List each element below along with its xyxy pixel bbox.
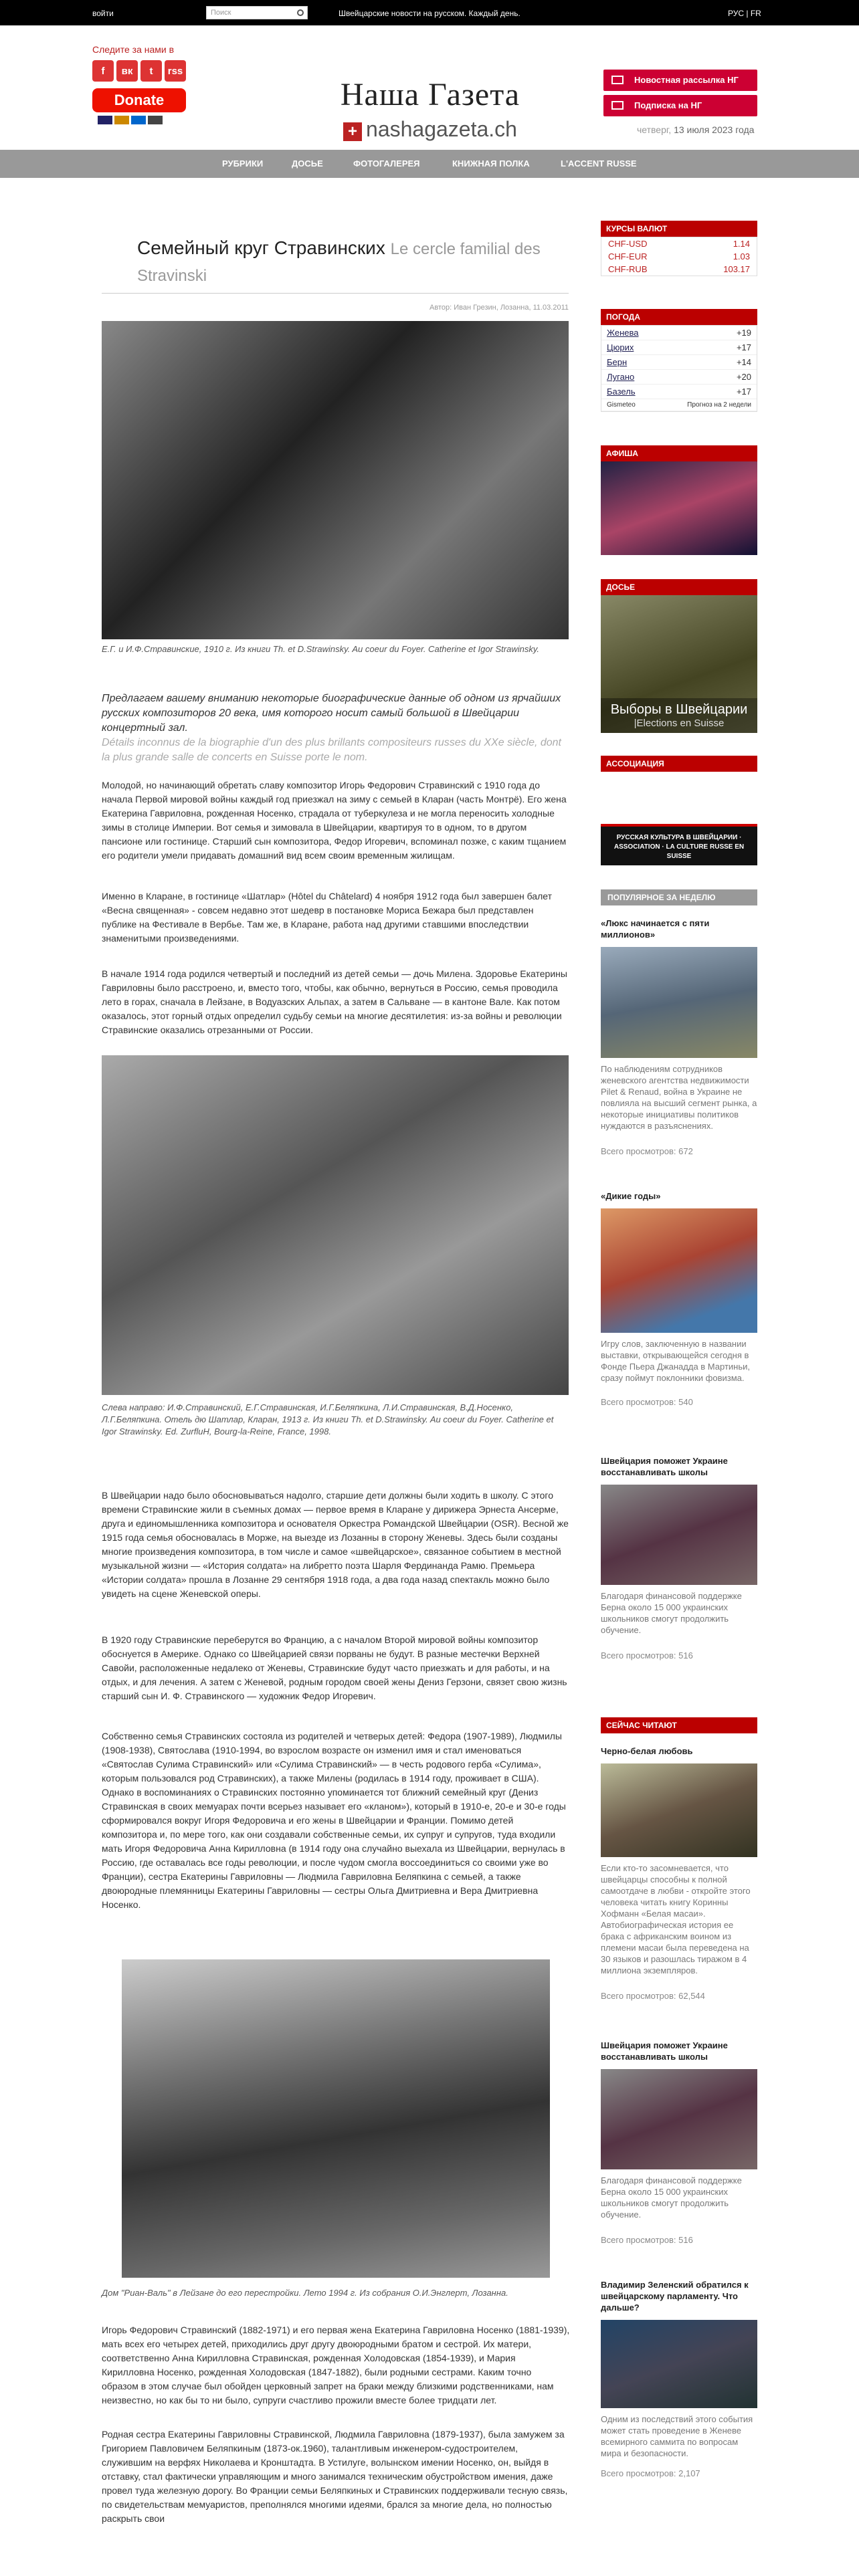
logo-site: nashagazeta.ch [366, 117, 517, 141]
popular-item[interactable] [601, 1190, 757, 1407]
rate-value: 1.03 [733, 251, 750, 261]
rate-pair: CHF-RUB [608, 264, 648, 274]
follow-label: Следите за нами в [92, 44, 175, 55]
popular-item-image[interactable] [601, 1208, 757, 1333]
dossier-image[interactable] [601, 595, 757, 733]
poster-widget [601, 445, 757, 555]
article-lead: Предлагаем вашему вниманию некоторые биографические данные об одном из ярчайших русских композиторов 20 века, имя которого носит самый большой в Швейцарии концертный зал. [102, 693, 561, 734]
now-item-title[interactable]: Черно-белая любовь [601, 1746, 693, 1756]
newsletter-button[interactable] [603, 70, 757, 91]
rate-row [601, 250, 757, 263]
logo-title: Наша Газета [340, 77, 520, 112]
popular-item[interactable] [601, 918, 757, 1156]
weather-row [601, 340, 757, 355]
subscribe-button[interactable] [603, 95, 757, 116]
association-widget [601, 756, 757, 865]
site-header [0, 25, 859, 150]
nav-photogallery[interactable]: ФОТОГАЛЕРЕЯ [353, 158, 420, 169]
article-photo-couple [102, 321, 569, 639]
paragraph-1: Молодой, но начинающий обретать славу композитор Игорь Федорович Стравинский с 1910 года до начала Первой мировой войны каждый год приезжал на зиму с семьей в Кларан (часть Монтрё). Его жена Екатерина Гавриловна, рожденная Носенко, страдала от туберкулеза и не могла переносить холодные зимы в столице Империи. Вот семья и зимовала в Швейцарии, квартируя то в одном, то в другом пансионе или гостинице. Старший сын композитора, Федор Игоревич, вспоминал позже, с каким тщанием его родители умели придавать домашний вид всем своим временным жилищам. [102, 780, 567, 861]
title-divider [102, 293, 569, 294]
popular-item[interactable] [601, 1455, 757, 1660]
currency-widget [601, 221, 757, 276]
now-item-text: Если кто-то засомневается, что швейцарцы способны к полной самоотдаче в любви - откройте этого человека читать книгу Коринны Хофманн «Белая масаи». Автобиографическая история ее брака с африканским воином из племени масаи была переведена на 30 языков и разошлась тиражом в 4 миллиона экземпляров. [601, 1863, 751, 1975]
rss-icon[interactable]: rss [165, 60, 186, 82]
paragraph-3: В начале 1914 года родился четвертый и последний из детей семьи — дочь Милена. Здоровье Екатерины Гавриловны было расстроено, и, вместо того, чтобы, как обычно, вернуться в Россию, семья проводила лето в горах, сначала в Лейзане, в Водуазских Альпах, а затем в Сальване — в кантоне Вале. Как потом оказалось, этот горный отдых определил судьбу семьи на многие десятилетия: из-за войны и революции Стравинские оказались отрезанными от России. [102, 968, 567, 1035]
site-logo[interactable] [320, 76, 541, 142]
date-day: четверг, [637, 124, 672, 135]
popular-item-text: Благодаря финансовой поддержке Берна около 15 000 украинских школьников смогут продолжить обучение. [601, 1591, 742, 1635]
current-date [637, 124, 754, 135]
weather-source[interactable]: Gismeteo [607, 401, 636, 409]
subscribe-label: Подписка на НГ [634, 100, 702, 110]
paragraph-2: Именно в Кларане, в гостинице «Шатлар» (Hôtel du Châtelard) 4 ноября 1912 года был завершен балет «Весна священная» - совсем недавно этот шедевр в постановке Мориса Бежара был представлен публике на Фестивале в Вербье. Там же, в Кларане, работа над другими ставшими впоследствии знаменитыми произведениями. [102, 891, 552, 944]
poster-title: АФИША [601, 445, 757, 461]
weather-forecast-link[interactable]: Прогноз на 2 недели [687, 401, 751, 409]
weather-city[interactable]: Базель [607, 387, 636, 397]
dossier-caption: Выборы в Швейцарии [610, 702, 748, 717]
mail-icon [611, 101, 624, 110]
weather-city[interactable]: Берн [607, 357, 628, 367]
facebook-icon[interactable]: f [92, 60, 114, 82]
language-switch[interactable]: РУС | FR [728, 9, 761, 18]
article-photo-family [102, 1055, 569, 1395]
main-nav [0, 150, 859, 178]
popular-item-image[interactable] [601, 947, 757, 1058]
now-item-views: Всего просмотров: 62,544 [601, 1991, 705, 2001]
now-item[interactable] [601, 2040, 757, 2245]
weather-temp: +20 [736, 372, 751, 382]
nav-accent-russe[interactable]: L'ACCENT RUSSE [561, 158, 637, 169]
now-reading-title: СЕЙЧАС ЧИТАЮТ [601, 1717, 757, 1733]
photo-caption-1: Е.Г. и И.Ф.Стравинские, 1910 г. Из книги Th. et D.Strawinsky. Au coeur du Foyer. Catherine et Igor Strawinsky. [102, 644, 539, 654]
vk-icon[interactable]: вк [116, 60, 138, 82]
poster-image[interactable] [601, 461, 757, 555]
search-placeholder: Поиск [211, 9, 231, 17]
weather-footer [601, 399, 757, 411]
popular-title: ПОПУЛЯРНОЕ ЗА НЕДЕЛЮ [601, 889, 757, 905]
rate-pair: CHF-EUR [608, 251, 648, 261]
mail-icon [611, 76, 624, 84]
photo-caption-2: Слева направо: И.Ф.Стравинский, Е.Г.Стравинская, И.Г.Беляпкина, Л.И.Стравинская, В.Д.Носенко, Л.Г.Беляпкина. Отель дю Шатлар, Кларан, 1913 г. Из книги Th. et D.Strawinsky. Au coeur du Foyer. Catherine et Igor Strawinsky. Ed. ZurfluH, Bourg-la-Reine, France, 1998. [102, 1402, 554, 1436]
paragraph-8: Родная сестра Екатерины Гавриловны Стравинской, Людмила Гавриловна (1879-1937), была замужем за Григорием Павловичем Беляпкиным (1873-ок.1960), талантливым инженером-судостроителем, служившим на верфях Николаева и Кронштадта. В Устилуге, волынском имении Носенко, он, выйдя в отставку, стал фактически управляющим и много занимался техническим обустройством имения, даже провел туда железную дорогу. Во Франции семьи Беляпкиных и Стравинских поддерживали тесную связь, по свидетельствам мемуаристов, преполнялся многими идеями, брался за многие дела, но полностью раскрыть свои [102, 2429, 568, 2524]
rate-value: 103.17 [723, 264, 750, 274]
weather-city[interactable]: Цюрих [607, 342, 634, 352]
article-lead-fr: Détails inconnus de la biographie d'un des plus brillants compositeurs russes du XXe siècle, dont la plus grande salle de concerts en Suisse porte le nom. [102, 737, 561, 763]
swiss-cross-icon: + [343, 122, 362, 141]
now-item-image[interactable] [601, 2069, 757, 2169]
rate-row [601, 237, 757, 250]
weather-row [601, 355, 757, 370]
popular-item-views: Всего просмотров: 672 [601, 1146, 693, 1156]
now-item-image[interactable] [601, 2320, 757, 2408]
weather-row [601, 370, 757, 385]
popular-item-title[interactable]: Швейцария поможет Украине восстанавливать школы [601, 1456, 728, 1477]
dossier-title: ДОСЬЕ [601, 579, 757, 595]
payment-cards-icon [92, 116, 186, 124]
newsletter-label: Новостная рассылка НГ [634, 75, 739, 85]
weather-temp: +19 [736, 328, 751, 338]
popular-item-image[interactable] [601, 1485, 757, 1585]
weather-temp: +17 [736, 342, 751, 352]
nav-bookshelf[interactable]: КНИЖНАЯ ПОЛКА [452, 158, 530, 169]
popular-item-title[interactable]: «Дикие годы» [601, 1191, 661, 1201]
weather-city[interactable]: Лугано [607, 372, 635, 382]
popular-item-views: Всего просмотров: 540 [601, 1397, 693, 1407]
weather-temp: +17 [736, 387, 751, 397]
dossier-caption-fr: |Elections en Suisse [634, 718, 725, 729]
association-banner[interactable]: РУССКАЯ КУЛЬТУРА В ШВЕЙЦАРИИ · ASSOCIATION · LA CULTURE RUSSE EN SUISSE [601, 824, 757, 865]
nav-dossier[interactable]: ДОСЬЕ [292, 158, 323, 169]
tagline: Швейцарские новости на русском. Каждый день. [339, 9, 520, 18]
dossier-widget [601, 579, 757, 733]
weather-row [601, 385, 757, 399]
popular-item-title[interactable]: «Люкс начинается с пяти миллионов» [601, 918, 710, 940]
rate-pair: CHF-USD [608, 239, 648, 249]
twitter-icon[interactable]: t [140, 60, 162, 82]
rate-row [601, 263, 757, 276]
now-item[interactable] [601, 2279, 757, 2478]
paragraph-5: В 1920 году Стравинские переберутся во Францию, а с началом Второй мировой войны композитор обоснуется в Америке. Однако со Швейцарией связи порваны не будут. В разные местечки Верхней Савойи, расположенные недалеко от Женевы, Стравинские будут часто приезжать и для работы, и на отдых, и для лечения. А затем с Женевой, родным городом своей жены Дениз Герзони, связет свою жизнь старший сын И. Ф. Стравинского — художник Федор Игоревич. [102, 1634, 567, 1701]
top-bar [0, 0, 859, 25]
currency-title: КУРСЫ ВАЛЮТ [601, 221, 757, 237]
popular-item-text: По наблюдениям сотрудников женевского агентства недвижимости Pilet & Renaud, война в Украине не повлияла на высший сегмент рынка, а некоторые инициативы политиков нуждаются в разъяснениях. [601, 1064, 757, 1131]
donate-button[interactable]: Donate [92, 88, 186, 112]
photo-caption-3: Дом "Риан-Валь" в Лейзане до его перестройки. Лето 1994 г. Из собрания О.И.Энглерт, Лозанна. [102, 2288, 508, 2298]
social-links [92, 60, 186, 82]
search-input[interactable] [206, 6, 308, 19]
title-fr: Le cercle familial des Stravinski [137, 240, 541, 285]
weather-temp: +14 [736, 357, 751, 367]
paragraph-4: В Швейцарии надо было обосновываться надолго, старшие дети должны были ходить в школу. С этого времени Стравинские жили в съемных домах — первое время в Кларане у дирижера Эрнеста Ансерме, друга и единомышленника композитора и основателя Оркестра Романдской Швейцарии (OSR). Весной же 1915 года семья обосновалась в Морже, на выезде из Лозанны в сторону Женевы. Здесь были созданы многие произведения композитора, в том числе и самое «швейцарское», связанное событием в местной музыкальной жизни — «История солдата» на либретто поэта Шарля Фердинанда Рамю. Премьера «Истории солдата» прошла в Лозанне 29 сентября 1918 года, а два года назад спектакль можно было увидеть на сцене Женевской оперы. [102, 1490, 569, 1599]
weather-title: ПОГОДА [601, 309, 757, 325]
weather-city[interactable]: Женева [607, 328, 639, 338]
now-item-title[interactable]: Швейцария поможет Украине восстанавливать школы [601, 2040, 728, 2062]
association-title: АССОЦИАЦИЯ [601, 756, 757, 772]
date-value: 13 июля 2023 года [674, 124, 755, 135]
now-item-title[interactable]: Владимир Зеленский обратился к швейцарскому парламенту. Что дальше? [601, 2280, 749, 2313]
login-link[interactable]: войти [92, 9, 114, 18]
title-ru: Семейный круг Стравинских [137, 237, 385, 258]
article-title [137, 235, 555, 289]
weather-widget [601, 309, 757, 412]
now-item-text: Одним из последствий этого события может стать проведение в Женеве всемирного саммита по вопросам мира и безопасности. [601, 2414, 753, 2458]
paragraph-7: Игорь Федорович Стравинский (1882-1971) и его первая жена Екатерина Гавриловна Носенко (1881-1939), мать всех его четырех детей, приходились друг другу двоюродными братом и сестрой. Их матери, соответственно Анна Кирилловна Стравинская, рожденная Холодовская (1854-1939), и Мария Кирилловна Носенко, рожденная Холодовская (1847-1882), были родными сестрами. Каким точно образом в этом случае был обойден церковный запрет на браки между близкими родственниками, нам неизвестно, но как бы то ни было, супруги счастливо прожили вместе более тридцати лет. [102, 2325, 570, 2405]
weather-row [601, 326, 757, 340]
now-item-image[interactable] [601, 1763, 757, 1857]
nav-rubrics[interactable]: РУБРИКИ [222, 158, 264, 169]
popular-item-views: Всего просмотров: 516 [601, 1650, 693, 1660]
now-item-text: Благодаря финансовой поддержке Берна около 15 000 украинских школьников смогут продолжить обучение. [601, 2175, 742, 2220]
now-item[interactable] [601, 1745, 757, 2001]
search-icon[interactable] [297, 9, 304, 16]
article-author: Автор: Иван Грезин, Лозанна, 11.03.2011 [430, 304, 569, 312]
paragraph-6: Собственно семья Стравинских состояла из родителей и четверых детей: Федора (1907-1989), Людмилы (1908-1938), Святослава (1910-1994, во взрослом возрасте он изменил имя и стал именоваться «Святослав Сулима Стравинский» или «Сулима Стравинский» — в честь родового герба «Сулима», которым пользовался род Стравинских), а также Милены (родилась в 1914 году, проживает в США). Однако в воспоминаниях о Стравинских постоянно упоминается тот ближний семейный круг (Дениз Стравинская в своих мемуарах почти всерьез называет его «кланом»), который в 1910-е, 20-е и 30-е годы сформировался вокруг Игоря Федоровича и его жены в Швейцарии и Франции. Помимо детей композитора и, по мере того, как они создавали собственные семьи, их супруг и супругов, туда входили мать Игоря Федоровича Анна Кирилловна (в 1914 году она случайно выехала из Швейцарии, вернулась в Россию, где оставалась все годы революции, и после чудом смогла воссоединиться со своими уже во Франции), сестра Екатерины Гавриловны — Людмила Гавриловна Беляпкина с семьей, а также двоюродные племянницы Екатерины Гавриловны — сестры Ольга Дмитриевна и Вера Дмитриевна Носенко. [102, 1731, 566, 1910]
now-item-views: Всего просмотров: 2,107 [601, 2468, 700, 2478]
popular-item-text: Игру слов, заключенную в названии выставки, открывающейся сегодня в Фонде Пьера Джанадда в Мартиньи, сразу поймут поклонники фовизма. [601, 1339, 750, 1383]
rate-value: 1.14 [733, 239, 750, 249]
article-photo-house [122, 1959, 550, 2278]
donate-widget [92, 88, 186, 128]
now-item-views: Всего просмотров: 516 [601, 2235, 693, 2245]
